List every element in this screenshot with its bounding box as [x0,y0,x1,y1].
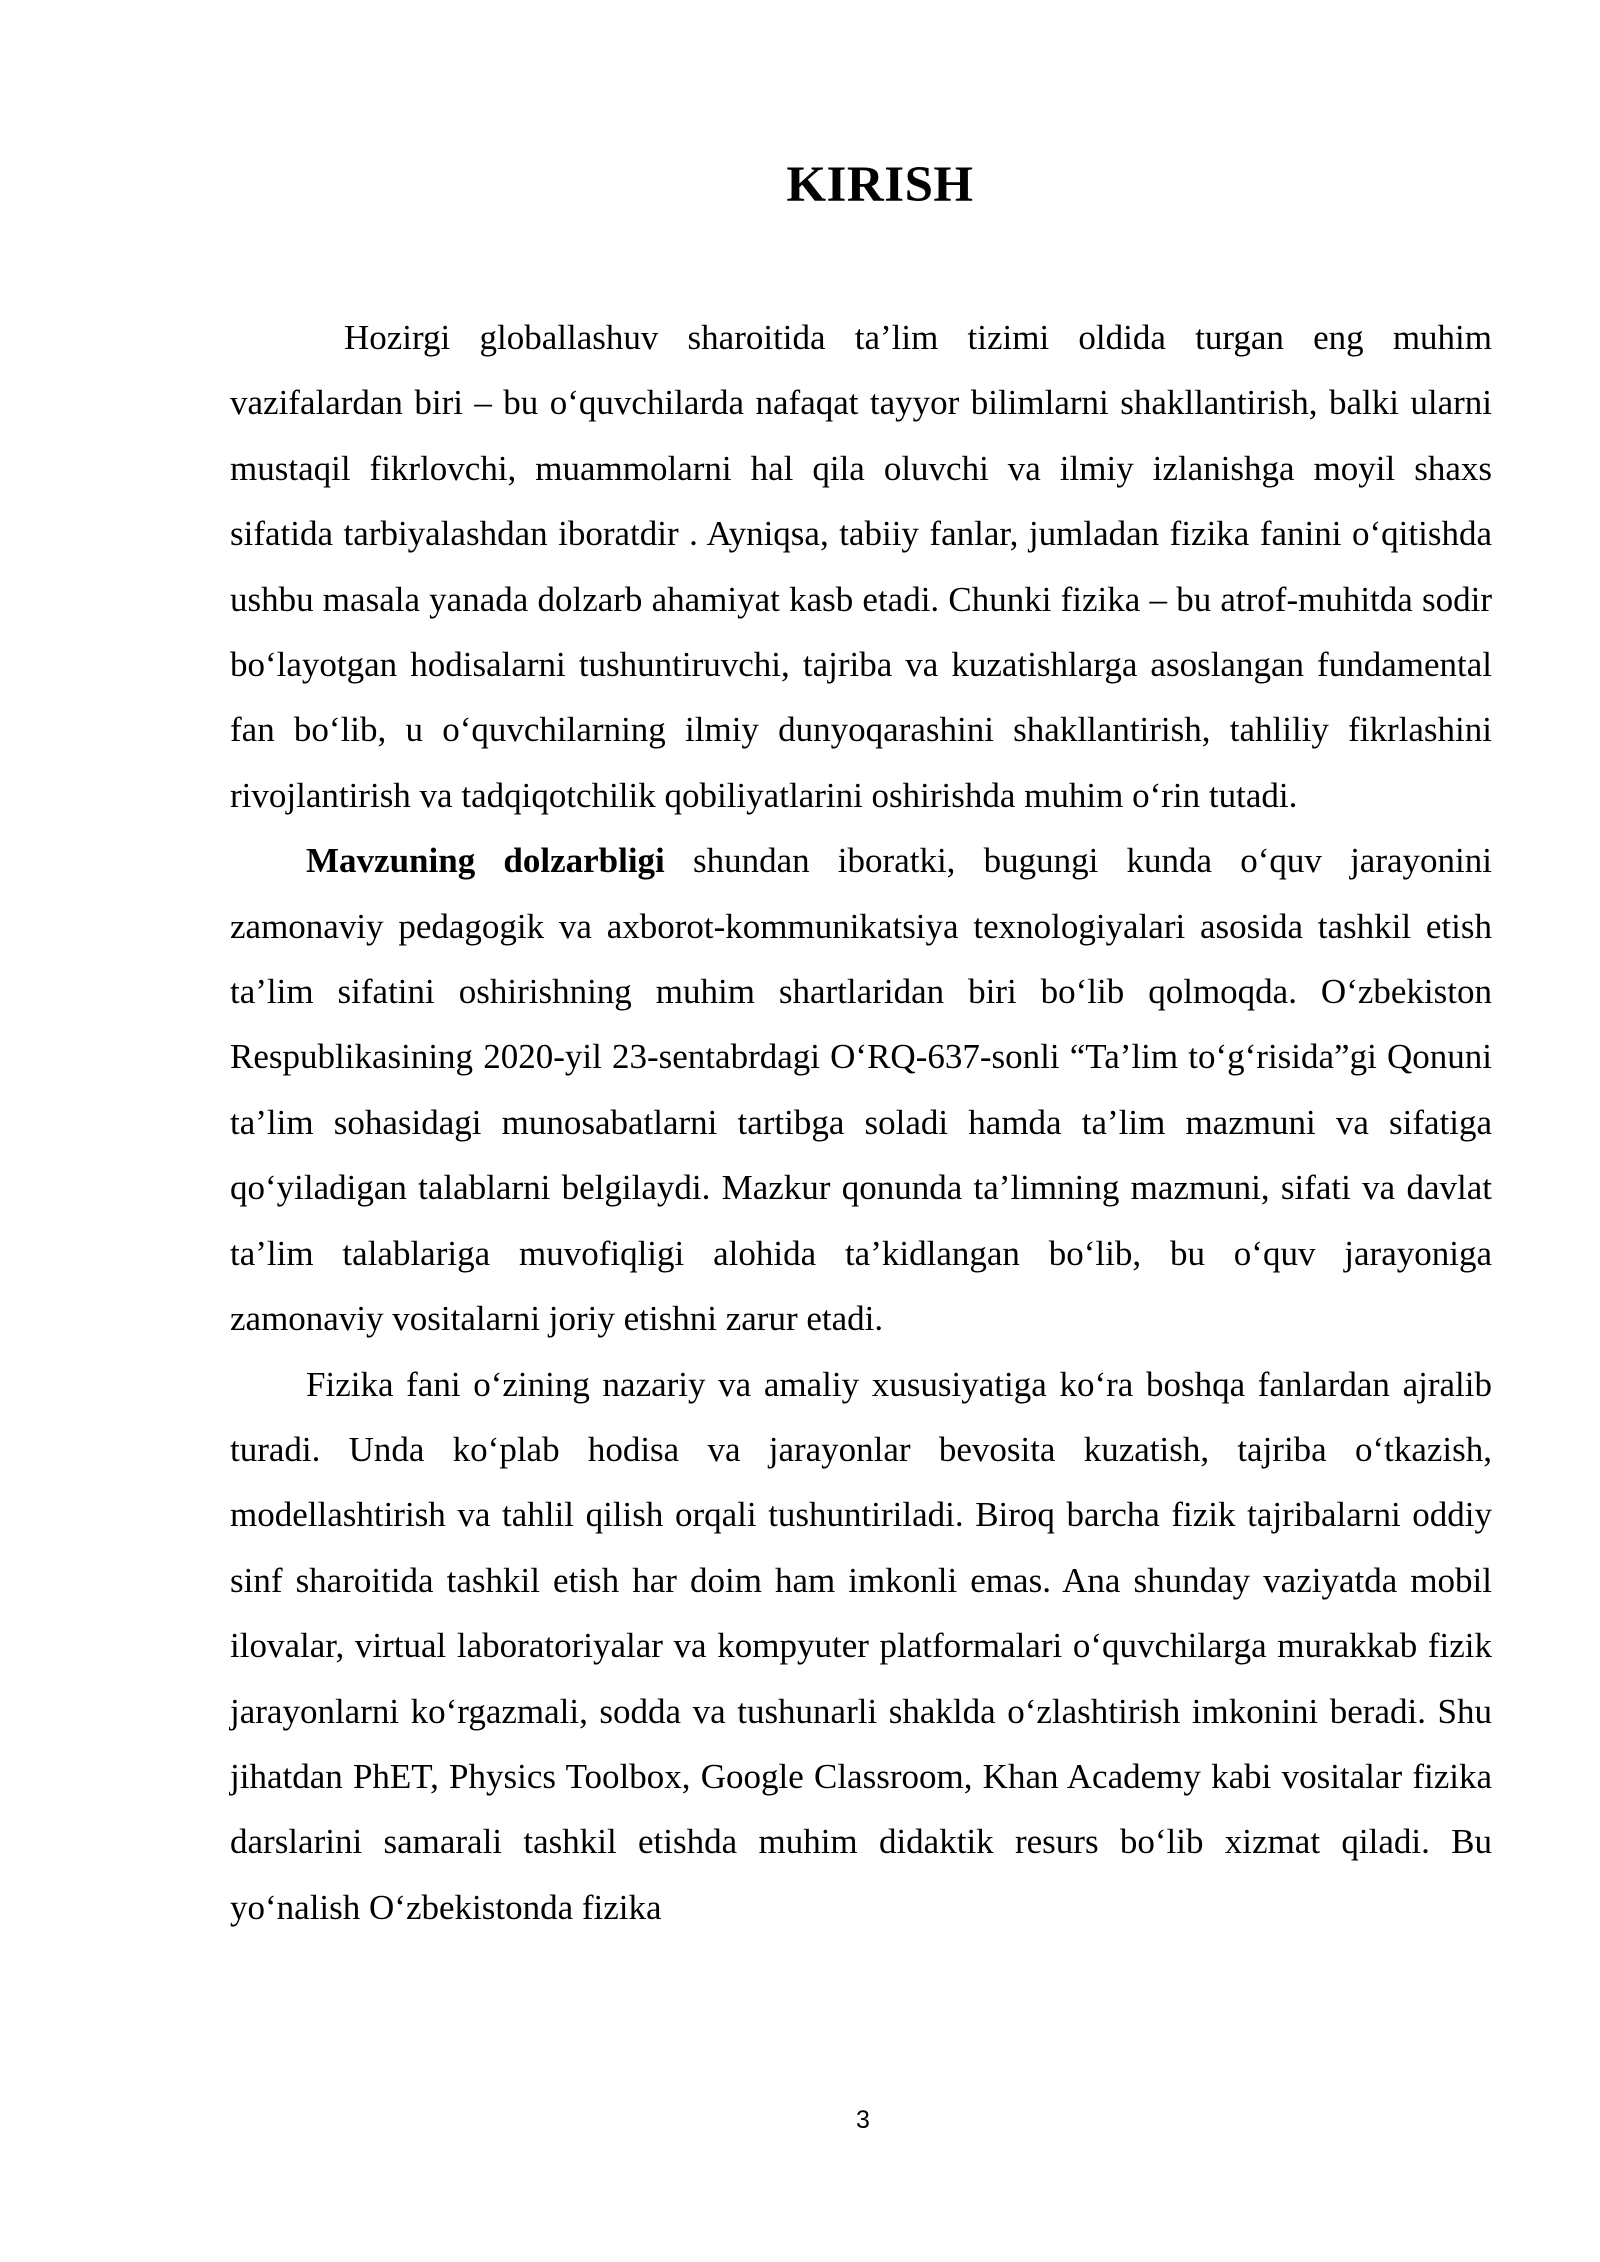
body-text [230,305,1492,1940]
relevance-heading: Mavzuning dolzarbligi [306,841,665,881]
page-number: 3 [856,2106,870,2134]
paragraph-physics [230,1352,1492,1941]
paragraph-intro [230,305,1492,828]
paragraph-relevance [230,828,1492,1351]
paragraph-physics-text: Fizika fani o‘zining nazariy va amaliy xususiyatiga ko‘ra boshqa fanlardan ajralib turadi. Unda ko‘plab hodisa va jarayonlar bevosita kuzatish, tajriba o‘tkazish, modellashtirish va tahlil qilish orqali tushuntiriladi. Biroq barcha fizik tajribalarni oddiy sinf sharoitida tashkil etish har doim ham imkonli emas. Ana shunday vaziyatda mobil ilovalar, virtual laboratoriyalar va kompyuter platformalari o‘quvchilarga murakkab fizik jarayonlarni ko‘rgazmali, sodda va tushunarli shaklda o‘zlashtirish imkonini beradi. Shu jihatdan PhET, Physics Toolbox, Google Classroom, Khan Academy kabi vositalar fizika darslarini samarali tashkil etishda muhim didaktik resurs bo‘lib xizmat qiladi. Bu yo‘nalish O‘zbekistonda fizika [230,1364,1492,1927]
paragraph-relevance-text: shundan iboratki, bugungi kunda o‘quv jarayonini zamonaviy pedagogik va axborot-kommunikatsiya texnologiyalari asosida tashkil etish ta’lim sifatini oshirishning muhim shartlaridan biri bo‘lib qolmoqda. O‘zbekiston Respublikasining 2020-yil 23-sentabrdagi O‘RQ-637-sonli “Ta’lim to‘g‘risida”gi Qonuni ta’lim sohasidagi munosabatlarni tartibga soladi hamda ta’lim mazmuni va sifatiga qo‘yiladigan talablarni belgilaydi. Mazkur qonunda ta’limning mazmuni, sifati va davlat ta’lim talablariga muvofiqligi alohida ta’kidlangan bo‘lib, bu o‘quv jarayoniga zamonaviy vositalarni joriy etishni zarur etadi. [230,841,1492,1339]
paragraph-intro-text: Hozirgi globallashuv sharoitida ta’lim tizimi oldida turgan eng muhim vazifalardan biri – bu o‘quvchilarda nafaqat tayyor bilimlarni shakllantirish, balki ularni mustaqil fikrlovchi, muammolarni hal qila oluvchi va ilmiy izlanishga moyil shaxs sifatida tarbiyalashdan iboratdir . Ayniqsa, tabiiy fanlar, jumladan fizika fanini o‘qitishda ushbu masala yanada dolzarb ahamiyat kasb etadi. Chunki fizika – bu atrof-muhitda sodir bo‘layotgan hodisalarni tushuntiruvchi, tajriba va kuzatishlarga asoslangan fundamental fan bo‘lib, u o‘quvchilarning ilmiy dunyoqarashini shakllantirish, tahliliy fikrlashini rivojlantirish va tadqiqotchilik qobiliyatlarini oshirishda muhim o‘rin tutadi. [230,318,1492,815]
page-title: KIRISH [786,157,974,213]
